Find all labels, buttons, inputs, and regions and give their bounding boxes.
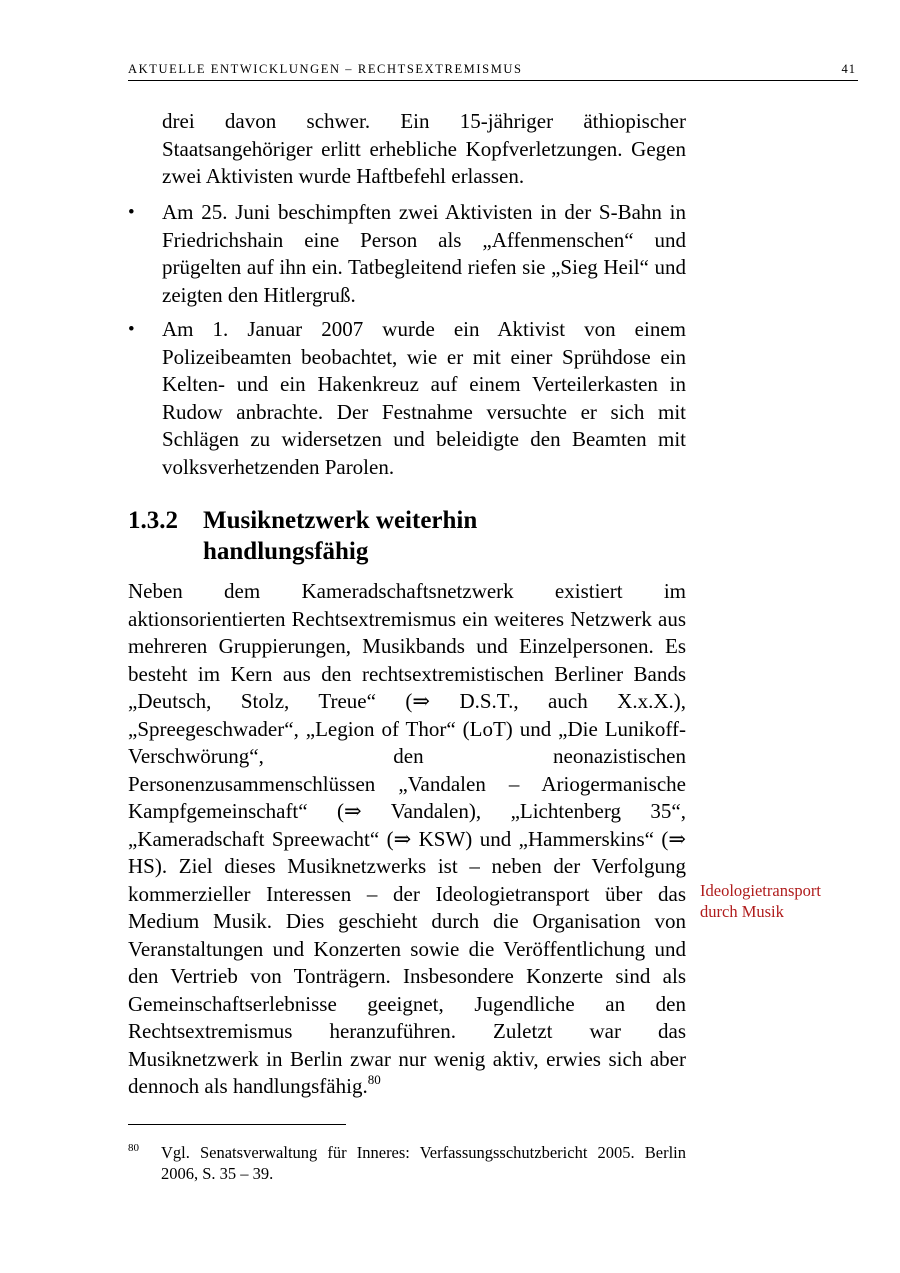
- list-item: [128, 316, 686, 481]
- section-paragraph: [128, 578, 686, 1101]
- margin-note: Ideologietransport durch Musik: [700, 881, 821, 921]
- bullet-icon: •: [128, 202, 135, 223]
- footnote-reference[interactable]: 80: [367, 1072, 381, 1087]
- bullet-list: [128, 199, 686, 488]
- list-item-text: Am 1. Januar 2007 wurde ein Aktivist von einem Polizeibeamten beobachtet, wie er mit einer Sprühdose ein Kelten- und ein Hakenkreuz auf einem Verteilerkasten in Rudow anbrachte. Der Festnahme versuchte er sich mit Schlägen zu widersetzen und beleidigte den Beamten mit volksverhetzenden Parolen.: [162, 317, 686, 479]
- list-item-text: Am 25. Juni beschimpften zwei Aktivisten in der S-Bahn in Friedrichshain eine Person als „Affenmenschen“ und prügelten auf ihn ein. Tatbegleitend riefen sie „Sieg Heil“ und zeigten den Hitlergruß.: [162, 200, 686, 307]
- list-item: [128, 199, 686, 309]
- footnote: [128, 1142, 686, 1184]
- footnote-number: 80: [128, 1142, 139, 1154]
- page-number: 41: [841, 62, 856, 76]
- footnote-divider: [128, 1124, 346, 1125]
- bullet-icon: •: [128, 319, 135, 340]
- section-heading: [128, 505, 688, 567]
- running-title: AKTUELLE ENTWICKLUNGEN – RECHTSEXTREMISMUS: [128, 62, 523, 76]
- footnote-text: Vgl. Senatsverwaltung für Inneres: Verfassungsschutzbericht 2005. Berlin 2006, S. 35 – 39.: [161, 1143, 686, 1183]
- running-header: [128, 62, 858, 81]
- continuation-paragraph: drei davon schwer. Ein 15-jähriger äthiopischer Staatsangehöriger erlitt erhebliche Kopfverletzungen. Gegen zwei Aktivisten wurde Haftbefehl erlassen.: [162, 109, 686, 188]
- section-number: 1.3.2: [128, 507, 178, 534]
- section-title: Musiknetzwerk weiterhin handlungsfähig: [203, 507, 478, 565]
- section-paragraph-text: Neben dem Kameradschaftsnetzwerk existiert im aktionsorientierten Rechtsextremismus ein weiteres Netzwerk aus mehreren Gruppierungen, Musikbands und Einzelpersonen. Es besteht im Kern aus den rechtsextremistischen Berliner Bands „Deutsch, Stolz, Treue“ (⇒ D.S.T., auch X.x.X.), „Spreegeschwader“, „Legion of Thor“ (LoT) und „Die Lunikoff-Verschwörung“, den neonazistischen Personenzusammenschlüssen „Vandalen – Ariogermanische Kampfgemeinschaft“ (⇒ Vandalen), „Lichtenberg 35“, „Kameradschaft Spreewacht“ (⇒ KSW) und „Hammerskins“ (⇒ HS). Ziel dieses Musiknetzwerks ist – neben der Verfolgung kommerzieller Interessen – der Ideologietransport über das Medium Musik. Dies geschieht durch die Organisation von Veranstaltungen und Konzerten sowie die Veröffentlichung und den Vertrieb von Tonträgern. Insbesondere Konzerte sind als Gemeinschaftserlebnisse geeignet, Jugendliche an den Rechtsextremismus heranzuführen. Zuletzt war das Musiknetzwerk in Berlin zwar nur wenig aktiv, erwies sich aber dennoch als handlungsfähig.: [128, 579, 686, 1098]
